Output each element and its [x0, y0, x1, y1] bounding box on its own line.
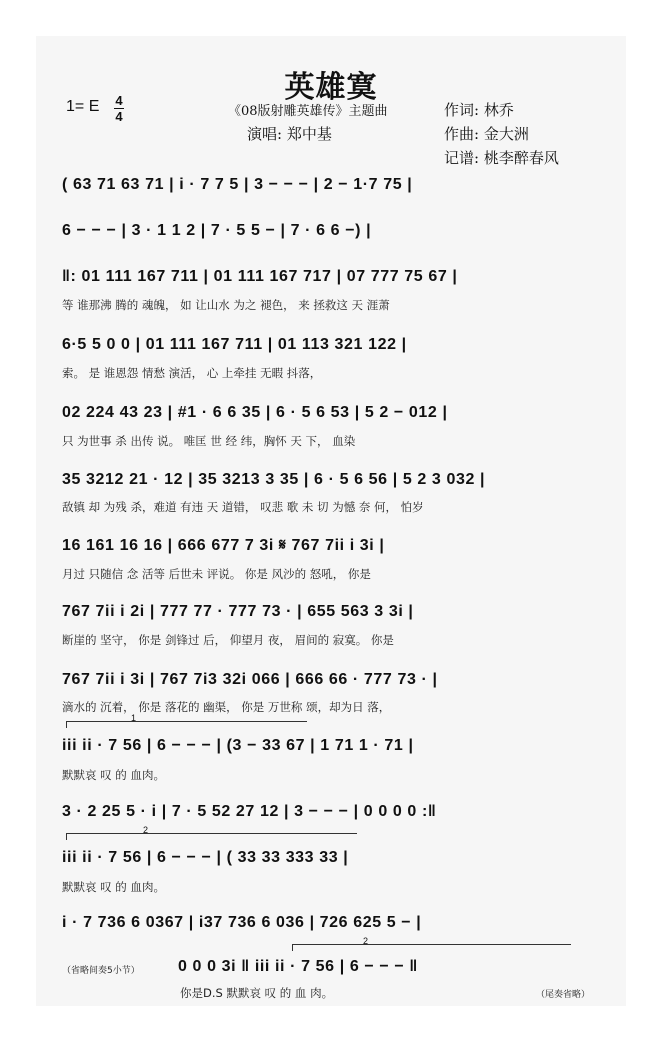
- lyric-line: 默默哀 叹 的 血肉。: [62, 768, 165, 782]
- score-line: ( 63 71 63 71 | i · 7 7 5 | 3 − − − | 2 − 1·7 75 |: [62, 176, 413, 193]
- score-line: 6 − − − | 3 · 1 1 2 | 7 · 5 5 − | 7 · 6 6 −) |: [62, 222, 372, 239]
- lyric-line: 月过 只随信 念 活等 后世未 评说。 你是 风沙的 怒吼， 你是: [62, 567, 371, 581]
- score-line: 02 224 43 23 | #1 · 6 6 35 | 6 · 5 6 53 | 5 2 − 012 |: [62, 404, 448, 421]
- singer-credit: 演唱: 郑中基: [247, 125, 332, 143]
- score-line: 767 7ii i 2i | 777 77 · 777 73 · | 655 563 3 3i |: [62, 603, 414, 620]
- score-line: iii ii · 7 56 | 6 − − − | ( 33 33 333 33 |: [62, 849, 349, 866]
- score-line: 0 0 0 3i ‖ iii ii · 7 56 | 6 − − − ‖: [178, 958, 418, 975]
- time-signature: [114, 94, 124, 123]
- lyric-line: 索。 是 谁恩怨 情愁 演活， 心 上牵挂 无暇 抖落，: [62, 366, 322, 380]
- score-line: 767 7ii i 3i | 767 7i3 32i 066 | 666 66 · 777 73 · |: [62, 671, 438, 688]
- interlude-note: （省略间奏5小节）: [62, 966, 140, 976]
- score-line: 16 161 16 16 | 666 677 7 3i 𝄋 767 7ii i 3i |: [62, 537, 385, 554]
- score-line: 6·5 5 0 0 | 01 111 167 711 | 01 113 321 122 |: [62, 336, 407, 353]
- volta-bracket-2: [66, 825, 357, 840]
- score-line: iii ii · 7 56 | 6 − − − | (3 − 33 67 | 1 71 1 · 71 |: [62, 737, 414, 754]
- score-line: ‖: 01 111 167 711 | 01 111 167 717 | 07 777 75 67 |: [62, 268, 458, 285]
- lyric-line: 等 谁那沸 腾的 魂魄， 如 让山水 为之 褪色， 来 拯救这 天 涯萧: [62, 298, 390, 312]
- score-line: 3 · 2 25 5 · i | 7 · 5 52 27 12 | 3 − − − | 0 0 0 0 :‖: [62, 803, 437, 820]
- lyricist-credit: 作词: 林乔: [444, 101, 514, 119]
- song-title: 英雄寞: [284, 70, 378, 105]
- lyric-line: 滴水的 沉着， 你是 落花的 幽渠， 你是 万世称 颂，却为日 落，: [62, 700, 391, 714]
- volta-bracket-1: [66, 713, 307, 728]
- lyric-line: 默默哀 叹 的 血肉。: [62, 880, 165, 894]
- volta-number: 1: [131, 713, 137, 723]
- time-signature-numerator: 4: [115, 93, 123, 108]
- transcriber-credit: 记谱: 桃李醉春风: [444, 149, 559, 167]
- lyric-line: 只 为世事 杀 出传 说。 唯匡 世 经 纬，胸怀 天 下， 血染: [62, 434, 356, 448]
- key-signature: 1= E: [66, 98, 100, 115]
- lyric-line: 你是D.S 默默哀 叹 的 血 肉。: [180, 986, 334, 1000]
- composer-credit: 作曲: 金大洲: [444, 125, 529, 143]
- time-signature-denominator: 4: [115, 109, 123, 124]
- outro-note: （尾奏省略）: [536, 990, 591, 1000]
- score-line: 35 3212 21 · 12 | 35 3213 3 35 | 6 · 5 6 56 | 5 2 3 032 |: [62, 471, 486, 488]
- score-line: i · 7 736 6 0367 | i37 736 6 036 | 726 625 5 − |: [62, 914, 422, 931]
- lyric-line: 断崖的 坚守， 你是 剑锋过 后， 仰望月 夜， 眉间的 寂寞。 你是: [62, 633, 394, 647]
- lyric-line: 敌镇 却 为残 杀，难道 有违 天 道错， 叹悲 歌 未 切 为憾 奈 何， 怕岁: [62, 500, 424, 514]
- volta-number: 2: [363, 936, 369, 946]
- volta-bracket-2-repeat: [292, 936, 571, 951]
- subtitle: 《08版射雕英雄传》主题曲: [228, 104, 388, 119]
- volta-number: 2: [143, 825, 149, 835]
